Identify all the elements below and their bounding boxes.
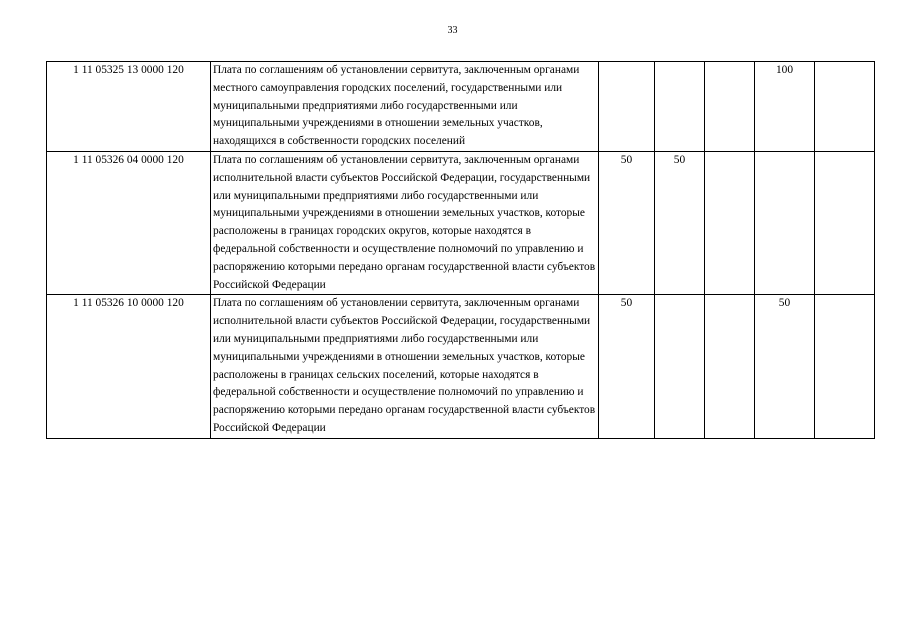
budget-code-cell: 1 11 05326 10 0000 120 <box>47 295 211 438</box>
description-cell: Плата по соглашениям об установлении сервитута, заключенным органами местного самоуправления городских поселений, государственными или муниципальными предприятиями либо государственными или муниципальными учреждениями в отношении земельных участков, находящихся в собственности городских поселений <box>211 62 599 152</box>
budget-code-cell: 1 11 05325 13 0000 120 <box>47 62 211 152</box>
value-cell <box>815 295 875 438</box>
table-row <box>47 295 875 438</box>
page-number: 33 <box>447 25 458 36</box>
value-cell <box>815 62 875 152</box>
description-cell: Плата по соглашениям об установлении сервитута, заключенным органами исполнительной власти субъектов Российской Федерации, государственными или муниципальными предприятиями либо государственными или муниципальными учреждениями в отношении земельных участков, которые расположены в границах сельских поселений, которые находятся в федеральной собственности и осуществление полномочий по управлению и распоряжению которыми передано органам государственной власти субъектов Российской Федерации <box>211 295 599 438</box>
value-cell: 50 <box>755 295 815 438</box>
value-cell: 50 <box>599 151 655 294</box>
table-row <box>47 151 875 294</box>
revenue-table <box>46 61 875 439</box>
value-cell <box>655 295 705 438</box>
value-cell <box>815 151 875 294</box>
value-cell <box>705 62 755 152</box>
description-cell: Плата по соглашениям об установлении сервитута, заключенным органами исполнительной власти субъектов Российской Федерации, государственными или муниципальными предприятиями либо государственными или муниципальными учреждениями в отношении земельных участков, которые расположены в границах городских округов, которые находятся в федеральной собственности и осуществление полномочий по управлению и распоряжению которыми передано органам государственной власти субъектов Российской Федерации <box>211 151 599 294</box>
budget-code-cell: 1 11 05326 04 0000 120 <box>47 151 211 294</box>
value-cell <box>655 62 705 152</box>
table-row <box>47 62 875 152</box>
value-cell <box>755 151 815 294</box>
value-cell <box>705 295 755 438</box>
value-cell <box>705 151 755 294</box>
value-cell <box>599 62 655 152</box>
value-cell: 100 <box>755 62 815 152</box>
value-cell: 50 <box>655 151 705 294</box>
value-cell: 50 <box>599 295 655 438</box>
